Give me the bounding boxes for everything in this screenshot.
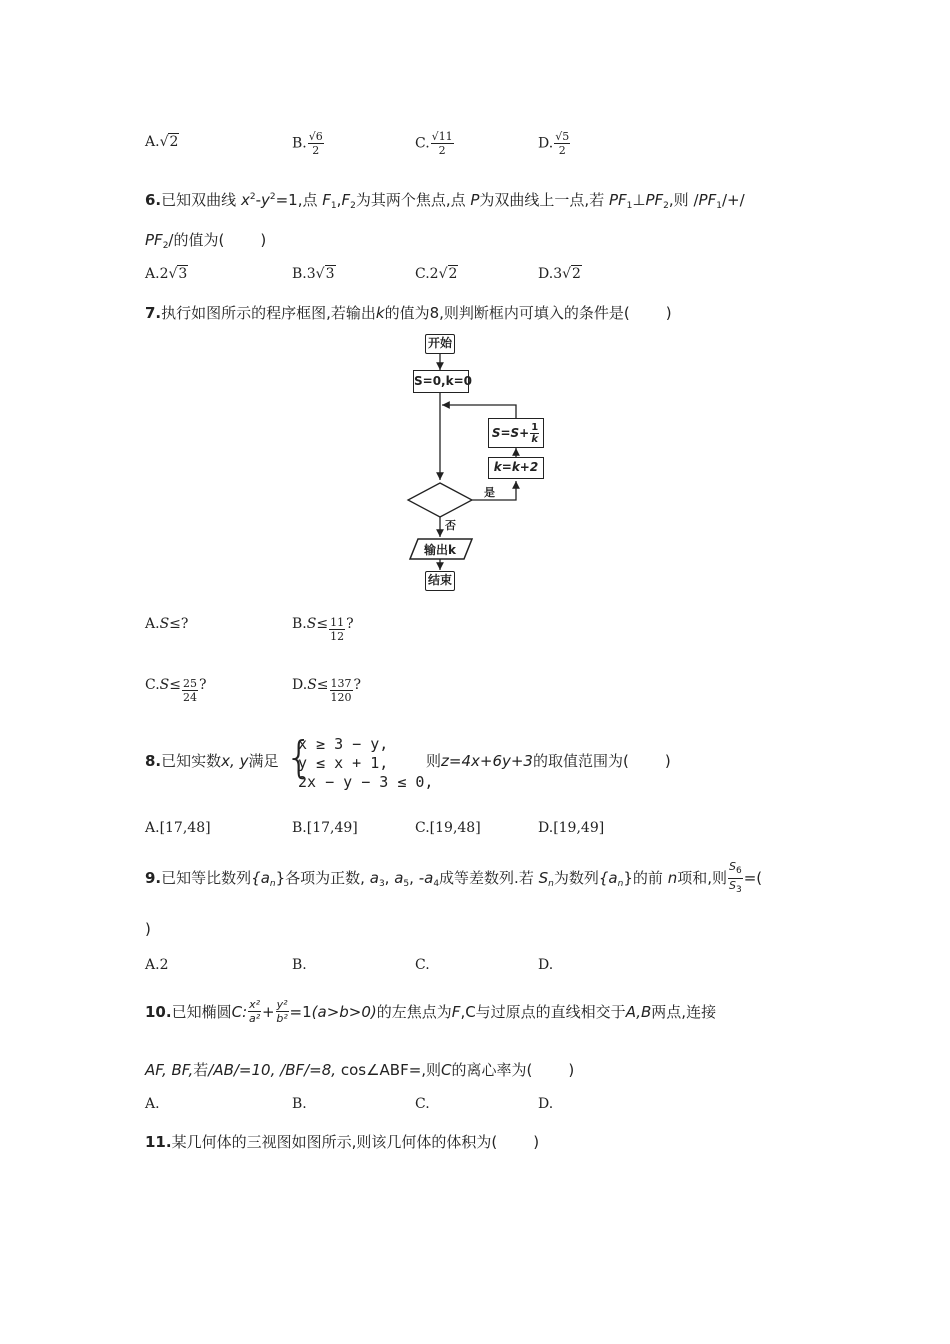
option-letter: A. [145,957,160,973]
fraction [431,130,454,157]
exponent: 2 [269,192,276,202]
stem-text: 已知实数 [161,752,222,770]
q11-stem [145,1131,539,1152]
stem-text: 成等差数列.若 [439,869,534,887]
numerator: √6 [308,130,323,143]
option-letter: A. [145,616,160,632]
relation: ≤? [169,616,189,632]
fraction [182,677,198,704]
denominator: 2 [438,144,446,157]
option-value: [19,49] [553,820,605,836]
plus: + [727,191,740,209]
stem-text: 为其两个焦点,点 [355,191,466,209]
var-S: S [307,677,317,693]
paren: ) [568,1061,575,1079]
option-letter: D. [538,957,554,973]
paren: ) [664,752,671,770]
fraction [329,616,345,643]
question-mark: ? [346,616,354,632]
var-neg-a: -a [418,869,434,887]
vars: x, y [221,752,249,770]
segments: AF, BF, [145,1061,194,1079]
equals: =1 [289,1002,312,1021]
subscript: n [269,879,276,889]
var-F: F [341,191,351,209]
stem-text: =( [743,869,763,887]
denominator: 24 [183,691,197,704]
option-letter: C. [415,1096,430,1112]
flow-end: 结束 [425,571,455,591]
radicand: 3 [325,266,335,282]
numerator: x² [249,998,261,1011]
subscript: n [617,879,624,889]
abs-bar: / [168,231,174,249]
numerator: S [728,860,736,873]
assign-expr: S=S+ [491,426,530,440]
question-number: 11. [145,1133,172,1151]
exponent: 2 [249,192,256,202]
var-P: P [470,191,480,209]
seq-close: } [275,869,286,887]
q6-option-a [145,266,188,282]
option-letter: B. [292,820,307,836]
denominator: 2 [558,144,566,157]
var-y: y [260,191,270,209]
option-letter: C. [415,266,430,282]
option-value: 2 [159,957,169,973]
question-number: 6. [145,191,162,209]
var-n: n [667,869,678,887]
option-letter: D. [538,1096,554,1112]
option-letter: C. [415,135,430,152]
q8-system-line1: x ≥ 3 − y, [298,735,389,753]
var-S: S [159,677,170,693]
subscript: 2 [663,201,669,211]
coef: 3 [306,266,316,282]
stem-text: 则 [426,1061,442,1079]
seq-open: {a [251,869,270,887]
stem-text: ,则 [668,191,689,209]
numerator: 11 [330,616,345,629]
abs-bar: / [739,191,745,209]
var-x: x [240,191,250,209]
radicand: 2 [572,266,581,282]
var-AB: A,B [625,1002,652,1021]
separator: , [384,869,395,887]
abs-bar: / [693,191,699,209]
var-F: F [451,1002,461,1021]
relation: ≤ [316,616,329,632]
arrow [442,405,516,418]
numerator: 25 [183,677,197,690]
seq-close: } [623,869,633,887]
stem-text: 为双曲线上一点,若 [479,191,605,209]
var-C: C: [231,1002,248,1021]
fraction [308,130,324,157]
option-letter: D. [538,820,554,836]
question-number: 9. [145,869,162,887]
var-k: k [375,304,385,322]
flow-init: S=0,k=0 [413,370,469,393]
question-mark: ? [353,677,362,693]
q10-option-c [415,1096,430,1112]
relation: ≤ [316,677,329,693]
fraction-y [276,998,289,1025]
subscript: 5 [403,879,410,889]
option-letter: B. [292,266,307,282]
denominator: S [728,879,736,892]
stem-text: 各项为正数, [285,869,365,887]
option-letter: A. [145,820,160,836]
radicand: 11 [438,130,453,143]
q9-option-c [415,957,430,973]
question-number: 10. [145,1002,172,1021]
subscript: 1 [330,201,337,211]
denominator: k [531,433,539,445]
var-F: F [322,191,331,209]
sqrt-symbol: √2 [438,266,458,282]
q8-system-brace: { [285,732,313,783]
stem-text: ,C与过原点的直线相交于 [460,1003,626,1021]
option-letter: C. [415,820,430,836]
denominator: 120 [330,691,352,704]
objective-expr: z=4x+6y+3 [441,752,533,770]
option-letter: C. [145,677,160,693]
fraction [330,677,353,704]
radicand: 2 [169,134,179,150]
length-bf: /BF/=8, [280,1061,337,1079]
q6-stem-line1 [145,189,745,211]
q8-option-d [538,820,604,836]
radicand: 5 [562,130,570,143]
var-PF: PF [645,191,664,209]
fraction [554,130,570,157]
condition: (a>b>0) [311,1002,377,1021]
subscript: 1 [716,201,722,211]
subscript: 3 [735,885,742,895]
comma: , [336,191,342,209]
coef: 3 [553,266,563,282]
stem-text: 的值为( [173,231,225,249]
subscript: 2 [350,201,356,211]
option-letter: D. [538,266,554,282]
decision-diamond [408,483,472,517]
denominator: a² [249,1012,261,1025]
stem-text: 的左焦点为 [376,1003,452,1021]
q9-option-b [292,957,307,973]
option-letter: C. [415,957,430,973]
stem-text: 两点,连接 [651,1003,717,1021]
stem-text: 已知等比数列 [161,869,252,887]
option-value: [17,48] [159,820,211,836]
q9-option-a [145,957,168,973]
subscript: 1 [626,201,633,211]
fraction [530,422,539,445]
sqrt-symbol: √3 [315,266,335,282]
var-PF: PF [608,191,627,209]
flow-start: 开始 [425,334,455,354]
coef: 2 [159,266,169,282]
flow-assign [488,418,544,448]
q6-option-b [292,266,336,282]
q7-option-b [292,616,354,643]
relation: ≤ [169,677,181,693]
option-value: [17,49] [306,820,358,836]
q5-option-c [415,130,455,157]
option-letter: A. [145,266,160,282]
subscript: 2 [162,241,169,251]
stem-text: 已知双曲线 [161,191,237,209]
var-a: a [369,869,379,887]
seq-open: {a [598,869,618,887]
perp-symbol: ⊥ [632,191,646,209]
var-S: S [159,616,170,632]
stem-text: =1,点 [275,191,318,209]
option-letter: B. [292,616,307,632]
q10-stem-line1 [145,998,716,1025]
q9-paren-close: ) [145,920,151,938]
var-PF: PF [145,231,163,249]
question-mark: ? [199,677,207,693]
q9-stem-line1 [145,860,762,897]
denominator: 12 [330,630,345,643]
numerator: √5 [555,130,570,143]
flow-output: 输出k [424,543,456,557]
denominator: b² [276,1012,288,1025]
stem-text: 的前 [632,869,663,887]
stem-text: 为数列 [553,869,599,887]
q8-stem-suffix [426,750,671,771]
subscript: 3 [378,879,385,889]
q7-option-c [145,677,207,704]
q9-option-d [538,957,553,973]
var-a: a [394,869,404,887]
q10-option-d [538,1096,553,1112]
flow-increment: k=k+2 [488,457,544,479]
q10-option-b [292,1096,307,1112]
q5-option-b [292,130,325,157]
flow-no-label: 否 [445,519,456,532]
radicand: 3 [178,266,188,282]
stem-text: 已知椭圆 [171,1003,232,1021]
option-letter: B. [292,135,307,152]
subscript: n [548,879,554,889]
stem-text: 项和,则 [677,869,727,887]
q7-stem [145,302,672,323]
sqrt-symbol: √2 [562,266,581,282]
option-letter: D. [292,677,308,693]
minus: - [255,191,261,209]
question-number: 8. [145,752,162,770]
numerator: 137 [330,677,352,690]
stem-text: 的取值范围为( [532,752,629,770]
stem-text: 执行如图所示的程序框图,若输出 [161,304,376,322]
q8-option-a [145,820,211,836]
option-letter: A. [145,1096,160,1112]
q5-option-a [145,134,179,150]
stem-text: 的离心率为( [451,1061,533,1079]
q6-stem-line2 [145,229,266,251]
cosine: cos∠ABF=, [340,1061,427,1079]
var-PF: PF [698,191,717,209]
q7-option-a [145,616,188,632]
radicand: 6 [315,130,323,143]
option-letter: B. [292,1096,307,1112]
paren: ) [665,304,672,322]
question-number: 7. [145,304,162,322]
subscript: 4 [433,879,440,889]
separator: , [409,869,419,887]
subscript: 6 [735,866,742,876]
stem-text: 则 [426,752,442,770]
fraction [728,860,743,897]
abs-bar: / [721,191,728,209]
option-letter: A. [145,134,160,150]
q8-option-b [292,820,358,836]
denominator: 2 [312,144,320,157]
q10-option-a [145,1096,160,1112]
var-S: S [538,869,549,887]
radicand: 2 [448,266,458,282]
paren: ) [260,231,267,249]
option-value: [19,48] [429,820,481,836]
stem-text: 满足 [248,752,279,770]
q8-system-line3: 2x − y − 3 ≤ 0, [298,773,434,791]
q8-system-line2: y ≤ x + 1, [298,754,389,772]
stem-text: 某几何体的三视图如图所示,则该几何体的体积为( [171,1133,498,1151]
numerator: y² [276,998,288,1011]
sqrt-symbol: √2 [159,134,179,150]
plus: + [262,1002,275,1021]
length-ab: /AB/=10, [208,1061,276,1079]
var-C: C [441,1061,452,1079]
q5-option-d [538,130,571,157]
fraction-x [248,998,261,1025]
stem-text: 的值为8,则判断框内可填入的条件是( [384,304,630,322]
var-S: S [306,616,317,632]
q8-stem-prefix [145,750,278,771]
numerator: √11 [431,130,453,143]
sqrt-symbol: √3 [168,266,188,282]
paren: ) [533,1133,540,1151]
flow-yes-label: 是 [484,486,495,499]
stem-text: 若 [193,1061,209,1079]
option-letter: B. [292,957,307,973]
q10-stem-line2 [145,1059,574,1080]
option-letter: D. [538,135,554,152]
numerator: 1 [531,421,539,433]
q6-option-c [415,266,458,282]
q6-option-d [538,266,582,282]
q8-option-c [415,820,481,836]
q7-option-d [292,677,361,704]
coef: 2 [429,266,439,282]
